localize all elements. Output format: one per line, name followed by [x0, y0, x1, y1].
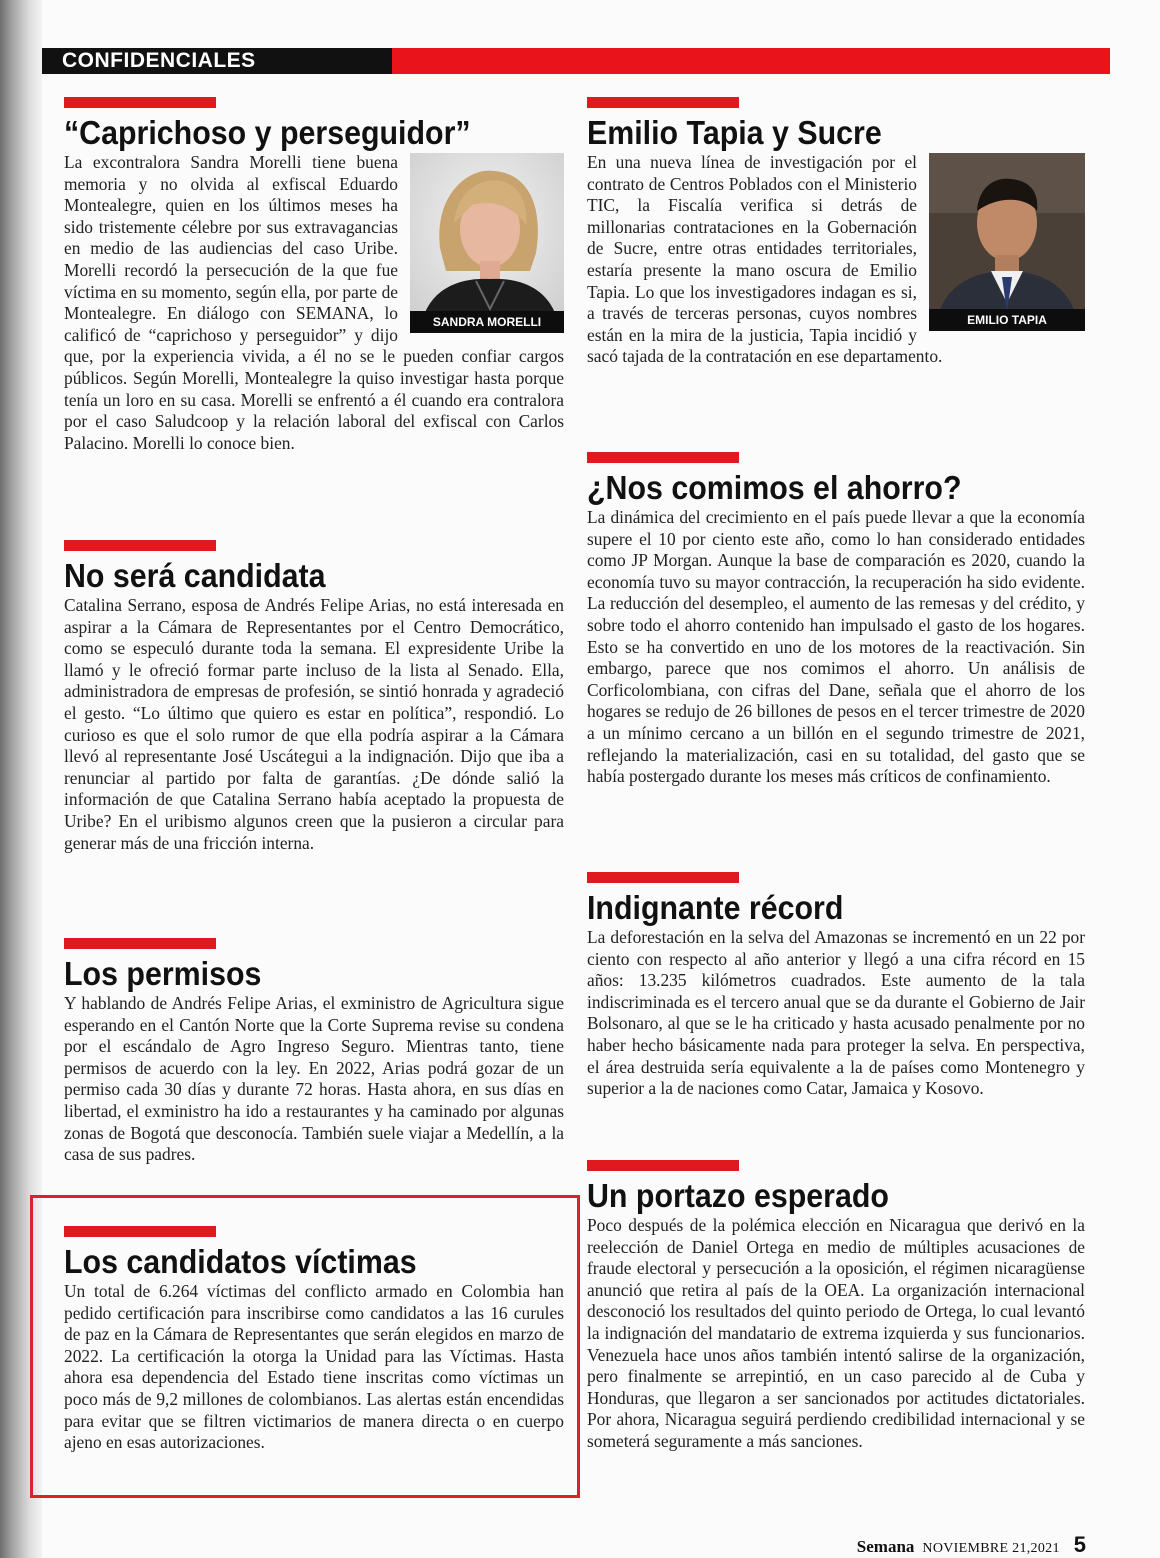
article-headline: Los permisos: [64, 955, 262, 992]
photo-caption: SANDRA MORELLI: [410, 311, 564, 333]
magazine-name: Semana: [856, 1537, 915, 1556]
article-body: En una nueva línea de investigación por el contrato de Centros Poblados con el Ministerio TIC, la Fiscalía verifica si detrás de millonarias contrataciones en la Gobernación de Sucre, entre otras entidades territoriales, estaría presente la mano oscura de Emilio Tapia. Lo que los investigadores indagan es si, a través de terceras personas, cuyos nombres están en la mira de la justicia, Tapia incidió y sacó tajada de la contratación en ese departamento.: [587, 152, 943, 367]
section-header-bar: [42, 48, 1110, 74]
portrait-image: [929, 153, 1085, 331]
portrait-image: [410, 153, 564, 333]
article-ahorro: [587, 452, 1085, 788]
article-headline: Indignante récord: [587, 889, 844, 926]
article-headline: No será candidata: [64, 557, 326, 594]
article-body: Poco después de la polémica elección en Nicaragua que derivó en la reelección de Daniel Ortega en medio de múltiples acusaciones de fraude electoral y persecución a la oposición, el régimen nicaragüense anunció que retira al país de la OEA. La organización internacional desconoció los resultados del quinto periodo de Ortega, lo cual levantó la indignación del mandatario de extrema izquierda y sus funcionarios. Venezuela hace unos años también intentó salirse de la organización, pero finalmente se arrepintió, en un caso parecido al de Cuba y Honduras, que llegaron a ser sancionados por actitudes dictatoriales. Por ahora, Nicaragua seguirá perdiendo credibilidad internacional y se someterá seguramente a más sanciones.: [587, 1215, 1085, 1451]
article-headline: ¿Nos comimos el ahorro?: [587, 469, 962, 506]
kicker-bar: [587, 452, 739, 463]
article-record: [587, 872, 1085, 1100]
kicker-bar: [587, 872, 739, 883]
article-portazo: [587, 1160, 1085, 1453]
article-body: Un total de 6.264 víctimas del conflicto armado en Colombia han pedido certificación para inscribirse como candidatos a las 16 curules de paz en la Cámara de Representantes que serán elegidos en marzo de 2022. La certificación la otorga la Unidad para las Víctimas. Hasta ahora esa dependencia del Estado tiene inscritas como víctimas un poco más de 9,2 millones de colombianos. Las alertas están encendidas para evitar que se filtren victimarios de manera directa o en cuerpo ajeno en esas autorizaciones.: [64, 1281, 564, 1453]
article-headline: Emilio Tapia y Sucre: [587, 114, 882, 151]
article-body: Y hablando de Andrés Felipe Arias, el exministro de Agricultura sigue esperando en el Cantón Norte que la Corte Suprema revise su condena por el escándalo de Agro Ingreso Seguro. Mientras tanto, tiene permisos de acuerdo con la ley. En 2022, Arias podrá gozar de un permiso cada 30 días y durante 72 horas. Hasta ahora, en sus días en libertad, el exministro ha ido a restaurantes y ha caminado por algunas zonas de Bogotá que desconocía. También suele viajar a Medellín, a la casa de sus padres.: [64, 993, 564, 1165]
article-body: La deforestación en la selva del Amazonas se incrementó en un 22 por ciento con respecto al año anterior y llegó a una cifra récord en 15 años: 13.235 kilómetros cuadrados. Este aumento de la tala indiscriminada es el tercero anual que se da durante el Gobierno de Jair Bolsonaro, al que se le ha criticado y hasta acusado penalmente por no haber hecho básicamente nada para proteger la selva. En perspectiva, el área destruida sería equivalente a la de países como Montenegro y superior a la de naciones como Catar, Jamaica y Kosovo.: [587, 927, 1085, 1099]
article-headline: Un portazo esperado: [587, 1177, 889, 1214]
article-body: La excontralora Sandra Morelli tiene buena memoria y no olvida al exfiscal Eduardo Montealegre, quien en los últimos meses ha sido tristemente célebre por sus extravagancias en medio de las audiencias del caso Uribe. Morelli recordó la persecución de la que fue víctima en su momento, según ella, por parte de Montealegre. En diálogo con SEMANA, lo calificó de “caprichoso y perseguidor” y dijo que, por la experiencia vivida, a él no se le pueden confiar cargos públicos. Según Morelli, Montealegre la quiso investigar hasta porque tenía un loro en su casa. Morelli se enfrentó a él cuando era contralora por el caso Saludcoop y la relación laboral del exfiscal con Carlos Palacino. Morelli lo conoce bien.: [64, 152, 564, 453]
article-body: Catalina Serrano, esposa de Andrés Felipe Arias, no está interesada en aspirar a la Cámara de Representantes por el Centro Democrático, como se especuló durante toda la semana. El expresidente Uribe la llamó y le ofreció formar parte incluso de la lista al Senado. Ella, administradora de empresas de profesión, se sintió honrada y agradeció el gesto. “Lo último que quiero es estar en política”, respondió. Lo curioso es que el solo rumor de que ella podría aspirar a la Cámara llevó al representante José Uscátegui a la indignación. Dijo que iba a renunciar al partido por falta de garantías. ¿De dónde salió la información de que Catalina Serrano había aceptado la propuesta de Uribe? En el uribismo algunos creen que la pusieron a circular para generar más de una fricción interna.: [64, 595, 564, 853]
article-serrano: [64, 540, 564, 854]
kicker-bar: [64, 97, 216, 108]
kicker-bar: [64, 540, 216, 551]
page-footer: [857, 1532, 1086, 1558]
article-body: La dinámica del crecimiento en el país puede llevar a que la economía supere el 10 por ciento este año, como lo han considerado entidades como JP Morgan. Aunque la base de comparación es 2020, cuando la economía tuvo su mayor contracción, la recuperación ha sido evidente. La reducción del desempleo, el aumento de las remesas y del crédito, y sobre todo el ahorro contenido han impulsado el gasto de los hogares. Esto se ha convertido en uno de los motores de la reactivación. Sin embargo, parece que nos comimos el ahorro. Un análisis de Corficolombiana, con cifras del Dane, señala que el ahorro de los hogares se redujo de 26 billones de pesos en el tercer trimestre de 2020 a un mínimo cercano a un billón en el segundo trimestre de 2021, reflejando la materialización, casi en su totalidad, del gasto que se había postergado durante los meses más críticos de confinamiento.: [587, 507, 1085, 787]
photo-sandra-morelli: [410, 153, 564, 333]
article-tapia: [587, 97, 1085, 368]
kicker-bar: [587, 1160, 739, 1171]
article-victimas: [64, 1226, 564, 1454]
page-number: 5: [1073, 1532, 1086, 1557]
article-headline: “Caprichoso y perseguidor”: [64, 114, 471, 151]
issue-date: NOVIEMBRE 21,2021: [922, 1541, 1060, 1556]
photo-emilio-tapia: [929, 153, 1085, 331]
photo-caption: EMILIO TAPIA: [929, 309, 1085, 331]
kicker-bar: [587, 97, 739, 108]
kicker-bar: [64, 1226, 216, 1237]
kicker-bar: [64, 938, 216, 949]
article-morelli: [64, 97, 564, 454]
section-label: CONFIDENCIALES: [62, 49, 256, 72]
article-headline: Los candidatos víctimas: [64, 1243, 417, 1280]
article-permisos: [64, 938, 564, 1166]
